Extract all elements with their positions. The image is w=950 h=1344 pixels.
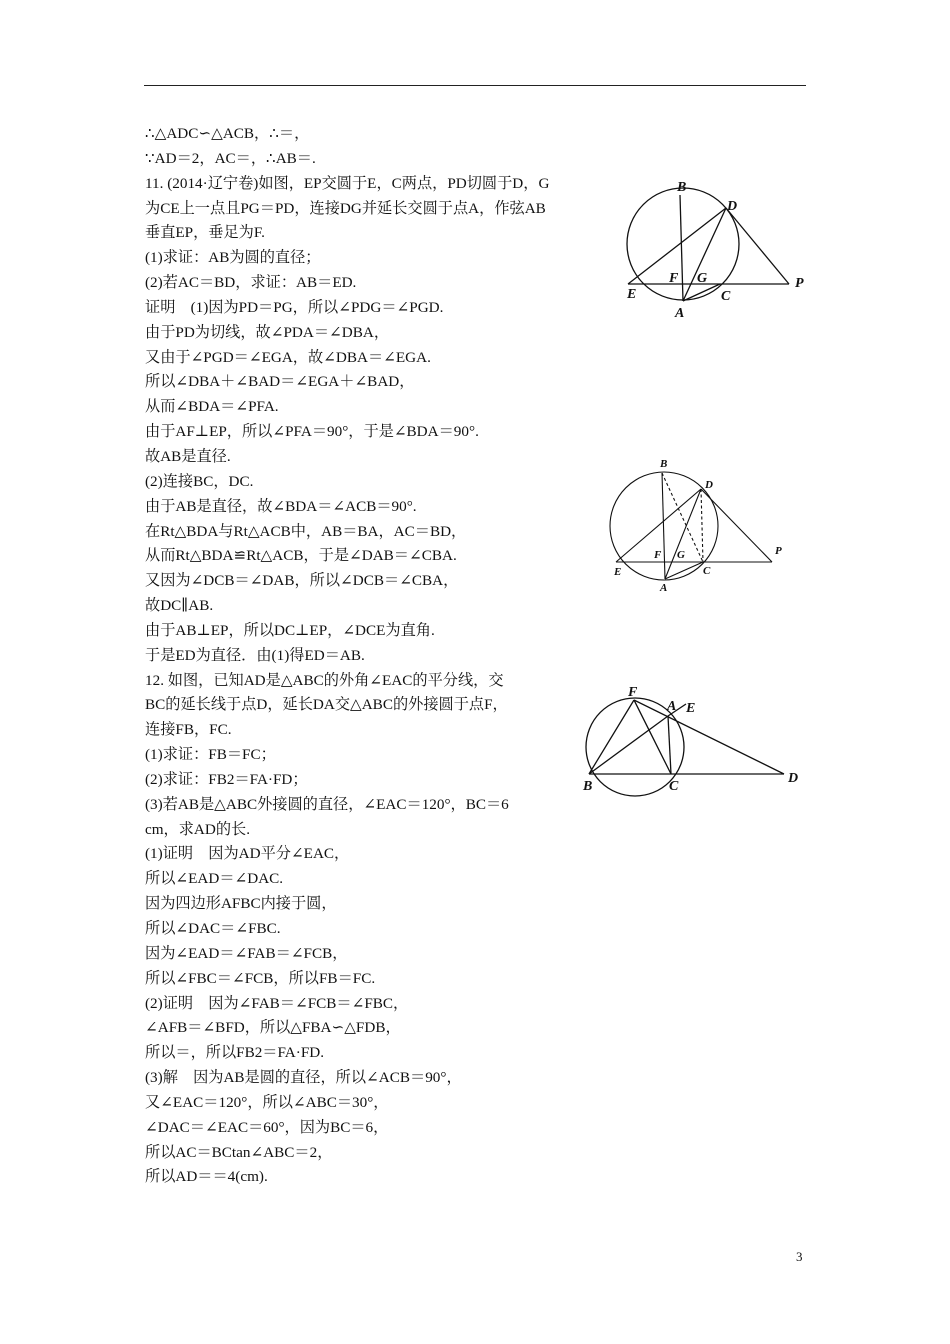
text-line: 所以∠DAC＝∠FBC.	[145, 920, 281, 937]
text-line: 所以＝，所以FB2＝FA·FD.	[145, 1044, 325, 1062]
figure1-line-AC	[683, 284, 720, 301]
figure2-label-F: F	[654, 549, 662, 561]
figure1-line-AB	[680, 195, 683, 301]
text-line: 在Rt△BDA与Rt△ACB中，AB＝BA，AC＝BD，	[145, 522, 467, 540]
problem-12-statement: 12. 如图，已知AD是△ABC的外角∠EAC的平分线，交	[145, 671, 504, 689]
text-line: cm，求AD的长.	[145, 820, 251, 838]
figure1-label-P: P	[795, 276, 804, 291]
figure-problem-11	[615, 172, 815, 324]
figure3-label-D: D	[788, 771, 799, 786]
text-line: (1)求证：FB＝FC；	[145, 746, 276, 764]
figure3-label-E: E	[686, 701, 696, 716]
text-line: 连接FB，FC.	[145, 721, 232, 739]
text-line: 因为∠EAD＝∠FAB＝∠FCB，	[145, 944, 348, 962]
header-rule	[144, 85, 806, 86]
text-line: 所以∠DBA＋∠BAD＝∠EGA＋∠BAD，	[145, 373, 415, 391]
figure1-line-DP	[726, 208, 789, 284]
text-line: (3)解 因为AB是圆的直径，所以∠ACB＝90°，	[145, 1069, 462, 1087]
text-line: ∵AD＝2，AC＝，∴AB＝.	[145, 149, 316, 167]
figure3-label-C: C	[669, 779, 679, 794]
text-line: (1)求证：AB为圆的直径；	[145, 249, 321, 267]
figure3-label-A: A	[667, 699, 677, 714]
figure3-label-B: B	[583, 779, 593, 794]
text-line: 由于AB是直径，故∠BDA＝∠ACB＝90°.	[145, 497, 417, 515]
figure2-label-A: A	[660, 582, 668, 594]
text-line: ∠DAC＝∠EAC＝60°，因为BC＝6，	[145, 1118, 389, 1136]
text-line: 所以AC＝BCtan∠ABC＝2，	[145, 1143, 333, 1161]
text-line: 由于AF⊥EP，所以∠PFA＝90°，于是∠BDA＝90°.	[145, 423, 479, 441]
text-line: 又因为∠DCB＝∠DAB，所以∠DCB＝∠CBA，	[145, 572, 459, 590]
text-line: (1)证明 因为AD平分∠EAC，	[145, 845, 350, 863]
figure1-label-D: D	[727, 199, 738, 214]
figure2-line-AB	[662, 473, 665, 579]
text-line: (2)若AC＝BD，求证：AB＝ED.	[145, 274, 357, 292]
text-line: 故DC∥AB.	[145, 597, 214, 615]
text-line: 由于AB⊥EP，所以DC⊥EP，∠DCE为直角.	[145, 621, 435, 639]
text-line: 由于PD为切线，故∠PDA＝∠DBA，	[145, 323, 390, 341]
text-line: (3)若AB是△ABC外接圆的直径，∠EAC＝120°，BC＝6	[145, 795, 509, 813]
figure-problem-11-part-2	[602, 452, 792, 597]
figure3-label-F: F	[628, 685, 638, 700]
figure2-label-D: D	[705, 479, 713, 491]
figure1-label-B: B	[677, 180, 687, 195]
text-line: 从而∠BDA＝∠PFA.	[145, 398, 279, 416]
figure2-label-E: E	[614, 566, 622, 578]
figure3-line-FD	[634, 700, 784, 774]
figure2-label-P: P	[775, 545, 782, 557]
text-line: 垂直EP，垂足为F.	[145, 224, 265, 242]
text-line: 所以AD＝＝4(cm).	[145, 1168, 268, 1186]
figure2-label-C: C	[703, 565, 711, 577]
text-line: 又∠EAC＝120°，所以∠ABC＝30°，	[145, 1093, 389, 1111]
figure1-label-C: C	[721, 289, 731, 304]
document-body	[145, 122, 615, 1190]
text-line: 所以∠EAD＝∠DAC.	[145, 870, 284, 888]
text-line: 因为四边形AFBC内接于圆，	[145, 895, 337, 913]
figure1-label-G: G	[697, 271, 708, 286]
text-line: 故AB是直径.	[145, 447, 231, 465]
figure3-line-AC	[668, 716, 671, 774]
figure3-line-FB	[589, 700, 634, 774]
figure-problem-12	[578, 680, 810, 798]
text-line: 所以∠FBC＝∠FCB，所以FB＝FC.	[145, 969, 376, 987]
figure2-line-DC-dashed	[701, 489, 703, 562]
text-line: 于是ED为直径．由(1)得ED＝AB.	[145, 646, 365, 664]
text-line: 从而Rt△BDA≌Rt△ACB，于是∠DAB＝∠CBA.	[145, 547, 457, 565]
page-number: 3	[796, 1249, 803, 1264]
text-line: 证明 (1)因为PD＝PG，所以∠PDG＝∠PGD.	[145, 298, 444, 316]
figure2-label-B: B	[660, 458, 668, 470]
text-line: ∴△ADC∽△ACB，∴＝，	[145, 125, 310, 142]
figure1-label-F: F	[669, 271, 679, 286]
figure1-label-A: A	[675, 306, 685, 321]
text-line: BC的延长线于点D，延长DA交△ABC的外接圆于点F，	[145, 696, 508, 714]
problem-11-statement: 11. (2014·辽宁卷)如图，EP交圆于E，C两点，PD切圆于D，G	[145, 174, 550, 192]
text-line: ∠AFB＝∠BFD，所以△FBA∽△FDB，	[145, 1019, 401, 1037]
text-line: (2)求证：FB2＝FA·FD；	[145, 770, 308, 788]
figure1-label-E: E	[627, 287, 637, 302]
text-line: (2)连接BC，DC.	[145, 472, 254, 490]
text-line: 又由于∠PGD＝∠EGA，故∠DBA＝∠EGA.	[145, 348, 431, 366]
text-line: 为CE上一点且PG＝PD，连接DG并延长交圆于点A，作弦AB	[145, 199, 546, 217]
text-line: (2)证明 因为∠FAB＝∠FCB＝∠FBC，	[145, 994, 409, 1012]
figure2-label-G: G	[677, 549, 685, 561]
